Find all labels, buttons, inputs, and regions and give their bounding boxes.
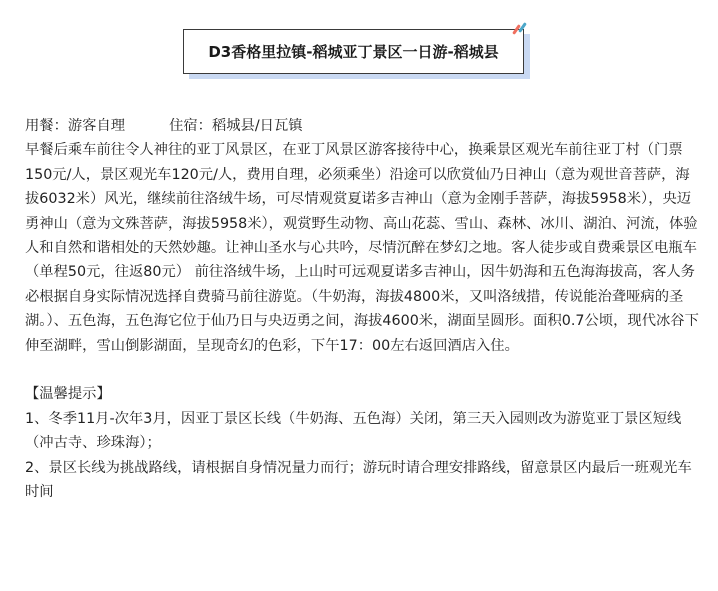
meal-lodging-line <box>25 114 701 138</box>
spacer <box>25 358 701 382</box>
meals-info: 用餐：游客自理 <box>25 118 126 134</box>
tip-item: 1、冬季11月-次年3月，因亚丁景区长线（牛奶海、五色海）关闭，第三天入园则改为游览亚丁景区短线（冲古寺、珍珠海）； <box>25 410 682 452</box>
tips-heading: 【温馨提示】 <box>25 386 111 403</box>
tip-item: 2、景区长线为挑战路线，请根据自身情况量力而行；游玩时请合理安排路线，留意景区内最后一班观光车时间 <box>25 459 692 501</box>
itinerary-paragraph: 早餐后乘车前往令人神往的亚丁风景区，在亚丁风景区游客接待中心，换乘景区观光车前往亚丁村（门票150元/人，景区观光车120元/人，费用自理，必须乘坐）沿途可以欣赏仙乃日神山（意为观世音菩萨，海拔6032米）风光，继续前往洛绒牛场，可尽情观赏夏诺多吉神山（意为金刚手菩萨，海拔5958米），央迈勇神山（意为文殊菩萨，海拔5958米），观赏野生动物、高山花蕊、雪山、森林、冰川、湖泊、河流，体验人和自然和谐相处的天然妙趣。让神山圣水与心共吟，尽情沉醉在梦幻之地。客人徒步或自费乘景区电瓶车（单程50元，往返80元） 前往洛绒牛场，上山时可远观夏诺多吉神山，因牛奶海和五色海海拔高，客人务必根据自身实际情况选择自费骑马前往游览。（牛奶海，海拔4800米，又叫洛绒措，传说能治聋哑病的圣湖。）、五色海，五色海它位于仙乃日与央迈勇之间，海拔4600米，湖面呈圆形。面积0.7公顷，现代冰谷下伸至湖畔，雪山倒影湖面，呈现奇幻的色彩，下午17：00左右返回酒店入住。 <box>25 142 699 354</box>
slash-decoration-icon <box>514 22 526 36</box>
day-title: D3香格里拉镇-稻城亚丁景区一日游-稻城县 <box>183 29 524 74</box>
day-title-card <box>183 29 534 81</box>
itinerary-content <box>25 114 701 504</box>
lodging-info: 住宿：稻城县/日瓦镇 <box>169 118 303 134</box>
blue-slash-icon <box>518 22 527 33</box>
